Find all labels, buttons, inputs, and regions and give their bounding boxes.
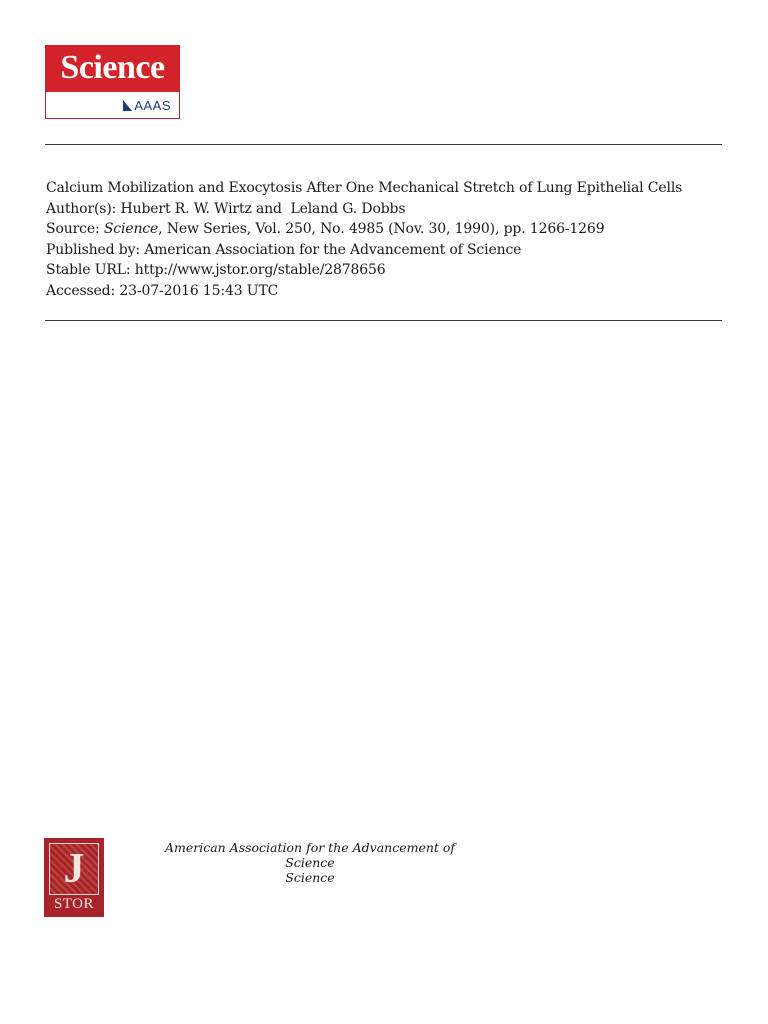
stable-url-label: Stable URL: [46,262,131,278]
jstor-wordmark: STOR [53,896,95,912]
source-line [46,219,736,240]
bottom-divider [45,320,722,321]
source-details: , New Series, Vol. 250, No. 4985 (Nov. 30, 1990), pp. 1266-1269 [158,221,605,237]
publisher-line [46,240,736,261]
accessed-value: 23-07-2016 15:43 UTC [119,282,279,299]
article-title: Calcium Mobilization and Exocytosis After One Mechanical Stretch of Lung Epithelial Cells [46,180,683,196]
accessed-line [46,281,736,302]
jstor-j-emblem-icon: J [49,843,99,895]
science-wordmark: Science [60,49,165,86]
publisher-label: Published by: [46,241,140,258]
footer-publisher-name: American Association for the Advancement of Science [164,840,456,870]
authors-value: Hubert R. W. Wirtz and Leland G. Dobbs [120,200,406,217]
jstor-logo [44,838,104,917]
logo-banner [46,46,179,92]
logo-footer [46,92,179,118]
citation-block [46,178,736,301]
source-journal: Science [103,221,159,237]
top-divider [45,144,722,145]
authors-label: Author(s): [46,200,117,217]
science-aaas-logo [45,45,180,119]
stable-url-line [46,260,736,281]
aaas-mark [123,98,171,113]
aaas-wordmark: AAAS [134,97,171,113]
aaas-triangle-icon [123,100,132,111]
accessed-label: Accessed: [46,282,116,299]
footer-journal-name: Science [285,870,335,885]
source-label: Source: [46,221,100,237]
stable-url-link[interactable]: http://www.jstor.org/stable/2878656 [134,262,386,278]
footer-publisher-block [140,840,480,885]
publisher-value: American Association for the Advancement of Science [144,241,522,258]
authors-line [46,199,736,220]
